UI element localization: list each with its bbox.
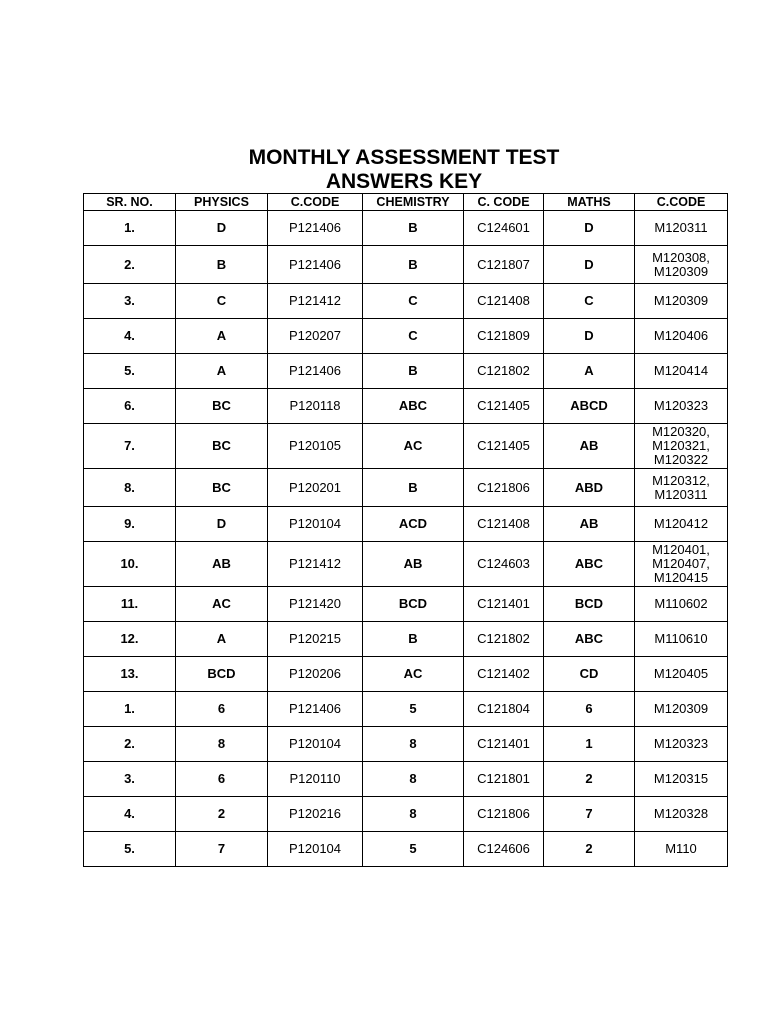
maths-code-line: M120323 <box>653 398 709 413</box>
table-body <box>84 211 728 867</box>
cell-physics-code: P120207 <box>268 319 363 354</box>
maths-code-line: M120312, <box>652 472 710 488</box>
cell-sr-no: 7. <box>84 424 176 469</box>
cell-chemistry-answer: 5 <box>363 832 464 867</box>
cell-sr-no: 10. <box>84 542 176 587</box>
cell-maths-answer: C <box>544 284 635 319</box>
cell-chemistry-code: C124606 <box>464 832 544 867</box>
maths-code-line: M120401, <box>652 542 710 557</box>
cell-maths-answer: ABC <box>544 622 635 657</box>
answers-key-table <box>83 193 728 867</box>
cell-sr-no: 4. <box>84 319 176 354</box>
cell-chemistry-code: C121806 <box>464 469 544 507</box>
cell-chemistry-code: C121405 <box>464 424 544 469</box>
cell-maths-answer: 7 <box>544 797 635 832</box>
table-row <box>84 622 728 657</box>
cell-chemistry-answer: AB <box>363 542 464 587</box>
cell-maths-code <box>635 587 728 622</box>
maths-code-line: M120406 <box>653 328 709 343</box>
cell-chemistry-code: C121401 <box>464 727 544 762</box>
cell-physics-answer: D <box>176 211 268 246</box>
maths-code-line: M110610 <box>654 631 708 646</box>
cell-maths-code <box>635 832 728 867</box>
maths-code-line: M120320, <box>652 424 710 439</box>
cell-physics-code: P120118 <box>268 389 363 424</box>
table-header-row <box>84 194 728 211</box>
header-physics: PHYSICS <box>176 194 268 211</box>
cell-physics-answer: A <box>176 319 268 354</box>
cell-chemistry-answer: 8 <box>363 727 464 762</box>
maths-code-line: M110 <box>665 841 697 856</box>
cell-physics-code: P120104 <box>268 832 363 867</box>
table-row <box>84 542 728 587</box>
cell-chemistry-answer: B <box>363 469 464 507</box>
maths-code-line: M120407, <box>652 556 710 571</box>
maths-code-line: M120311 <box>654 220 708 235</box>
table-row <box>84 507 728 542</box>
cell-chemistry-answer: C <box>363 319 464 354</box>
cell-maths-code <box>635 424 728 469</box>
cell-chemistry-answer: 8 <box>363 762 464 797</box>
table-row <box>84 246 728 284</box>
cell-physics-code: P121412 <box>268 284 363 319</box>
table-row <box>84 797 728 832</box>
cell-maths-code <box>635 657 728 692</box>
cell-sr-no: 2. <box>84 727 176 762</box>
cell-physics-answer: 6 <box>176 762 268 797</box>
header-maths-code: C.CODE <box>635 194 728 211</box>
cell-physics-answer: AB <box>176 542 268 587</box>
cell-physics-answer: 6 <box>176 692 268 727</box>
table-row <box>84 727 728 762</box>
cell-sr-no: 5. <box>84 832 176 867</box>
cell-maths-answer: ABC <box>544 542 635 587</box>
cell-physics-code: P120206 <box>268 657 363 692</box>
cell-maths-code <box>635 797 728 832</box>
table-row <box>84 424 728 469</box>
maths-code-line: M120321, <box>652 438 710 453</box>
maths-code-line: M120309 <box>653 263 709 279</box>
cell-sr-no: 11. <box>84 587 176 622</box>
cell-sr-no: 5. <box>84 354 176 389</box>
header-sr-no: SR. NO. <box>84 194 176 211</box>
cell-maths-answer: D <box>544 246 635 284</box>
cell-chemistry-code: C124601 <box>464 211 544 246</box>
cell-chemistry-code: C121806 <box>464 797 544 832</box>
cell-physics-answer: D <box>176 507 268 542</box>
cell-physics-answer: 2 <box>176 797 268 832</box>
maths-code-line: M110602 <box>654 596 708 611</box>
cell-physics-code: P121420 <box>268 587 363 622</box>
cell-chemistry-code: C121809 <box>464 319 544 354</box>
maths-code-line: M120405 <box>653 666 709 681</box>
cell-physics-answer: BC <box>176 424 268 469</box>
header-chemistry: CHEMISTRY <box>363 194 464 211</box>
cell-physics-code: P120201 <box>268 469 363 507</box>
table-row <box>84 284 728 319</box>
cell-chemistry-answer: ABC <box>363 389 464 424</box>
cell-maths-code <box>635 284 728 319</box>
cell-chemistry-code: C121801 <box>464 762 544 797</box>
cell-physics-answer: BCD <box>176 657 268 692</box>
cell-physics-answer: C <box>176 284 268 319</box>
page-subtitle: ANSWERS KEY <box>325 170 483 193</box>
cell-sr-no: 13. <box>84 657 176 692</box>
cell-chemistry-answer: AC <box>363 657 464 692</box>
cell-physics-answer: A <box>176 354 268 389</box>
cell-physics-code: P120215 <box>268 622 363 657</box>
cell-chemistry-code: C121802 <box>464 622 544 657</box>
cell-chemistry-code: C121804 <box>464 692 544 727</box>
cell-physics-answer: B <box>176 246 268 284</box>
cell-chemistry-code: C121802 <box>464 354 544 389</box>
cell-maths-answer: AB <box>544 507 635 542</box>
table-row <box>84 354 728 389</box>
cell-maths-code <box>635 542 728 587</box>
cell-maths-code <box>635 319 728 354</box>
cell-chemistry-answer: B <box>363 622 464 657</box>
cell-maths-code <box>635 727 728 762</box>
cell-chemistry-answer: B <box>363 354 464 389</box>
cell-chemistry-code: C121408 <box>464 284 544 319</box>
cell-maths-code <box>635 389 728 424</box>
cell-chemistry-answer: 5 <box>363 692 464 727</box>
cell-maths-answer: AB <box>544 424 635 469</box>
cell-maths-code <box>635 507 728 542</box>
cell-sr-no: 6. <box>84 389 176 424</box>
cell-physics-answer: 7 <box>176 832 268 867</box>
cell-chemistry-answer: BCD <box>363 587 464 622</box>
cell-chemistry-answer: B <box>363 211 464 246</box>
cell-sr-no: 2. <box>84 246 176 284</box>
cell-maths-code <box>635 762 728 797</box>
cell-maths-answer: 1 <box>544 727 635 762</box>
header-maths: MATHS <box>544 194 635 211</box>
table-row <box>84 657 728 692</box>
cell-maths-answer: D <box>544 211 635 246</box>
cell-physics-code: P121412 <box>268 542 363 587</box>
cell-maths-answer: ABD <box>544 469 635 507</box>
cell-sr-no: 1. <box>84 211 176 246</box>
maths-code-line: M120309 <box>653 293 709 308</box>
cell-maths-code <box>635 211 728 246</box>
cell-chemistry-code: C121807 <box>464 246 544 284</box>
maths-code-line: M120328 <box>653 806 709 821</box>
table-row <box>84 319 728 354</box>
cell-sr-no: 3. <box>84 762 176 797</box>
cell-physics-code: P121406 <box>268 246 363 284</box>
maths-code-line: M120308, <box>652 249 710 265</box>
cell-physics-answer: BC <box>176 469 268 507</box>
cell-maths-code <box>635 246 728 284</box>
cell-sr-no: 1. <box>84 692 176 727</box>
cell-chemistry-answer: C <box>363 284 464 319</box>
cell-chemistry-code: C124603 <box>464 542 544 587</box>
cell-physics-code: P120104 <box>268 727 363 762</box>
cell-sr-no: 8. <box>84 469 176 507</box>
cell-chemistry-answer: B <box>363 246 464 284</box>
maths-code-line: M120412 <box>653 516 709 531</box>
cell-maths-code <box>635 622 728 657</box>
maths-code-line: M120322 <box>653 452 709 467</box>
cell-chemistry-code: C121402 <box>464 657 544 692</box>
cell-maths-answer: CD <box>544 657 635 692</box>
cell-sr-no: 9. <box>84 507 176 542</box>
cell-physics-answer: A <box>176 622 268 657</box>
cell-chemistry-code: C121401 <box>464 587 544 622</box>
cell-chemistry-code: C121405 <box>464 389 544 424</box>
cell-maths-answer: D <box>544 319 635 354</box>
cell-physics-answer: 8 <box>176 727 268 762</box>
cell-physics-code: P121406 <box>268 211 363 246</box>
cell-physics-code: P120105 <box>268 424 363 469</box>
maths-code-line: M120311 <box>654 486 708 502</box>
cell-maths-answer: 6 <box>544 692 635 727</box>
table-row <box>84 692 728 727</box>
header-chemistry-code: C. CODE <box>464 194 544 211</box>
cell-maths-code <box>635 469 728 507</box>
cell-chemistry-answer: ACD <box>363 507 464 542</box>
table-row <box>84 587 728 622</box>
cell-physics-code: P120104 <box>268 507 363 542</box>
cell-physics-code: P120216 <box>268 797 363 832</box>
table-row <box>84 211 728 246</box>
cell-maths-answer: BCD <box>544 587 635 622</box>
cell-maths-answer: A <box>544 354 635 389</box>
table-row <box>84 762 728 797</box>
table-row <box>84 389 728 424</box>
cell-maths-answer: 2 <box>544 832 635 867</box>
page-title: MONTHLY ASSESSMENT TEST <box>248 146 560 169</box>
cell-physics-answer: BC <box>176 389 268 424</box>
maths-code-line: M120315 <box>653 771 709 786</box>
cell-maths-code <box>635 354 728 389</box>
header-physics-code: C.CODE <box>268 194 363 211</box>
maths-code-line: M120415 <box>653 570 709 585</box>
maths-code-line: M120323 <box>653 736 709 751</box>
cell-physics-answer: AC <box>176 587 268 622</box>
cell-maths-answer: ABCD <box>544 389 635 424</box>
table-row <box>84 832 728 867</box>
cell-sr-no: 4. <box>84 797 176 832</box>
cell-physics-code: P120110 <box>268 762 363 797</box>
cell-chemistry-code: C121408 <box>464 507 544 542</box>
cell-sr-no: 3. <box>84 284 176 319</box>
cell-physics-code: P121406 <box>268 354 363 389</box>
maths-code-line: M120309 <box>653 701 709 716</box>
cell-chemistry-answer: AC <box>363 424 464 469</box>
cell-sr-no: 12. <box>84 622 176 657</box>
cell-chemistry-answer: 8 <box>363 797 464 832</box>
table-row <box>84 469 728 507</box>
cell-maths-answer: 2 <box>544 762 635 797</box>
cell-physics-code: P121406 <box>268 692 363 727</box>
maths-code-line: M120414 <box>653 363 709 378</box>
cell-maths-code <box>635 692 728 727</box>
